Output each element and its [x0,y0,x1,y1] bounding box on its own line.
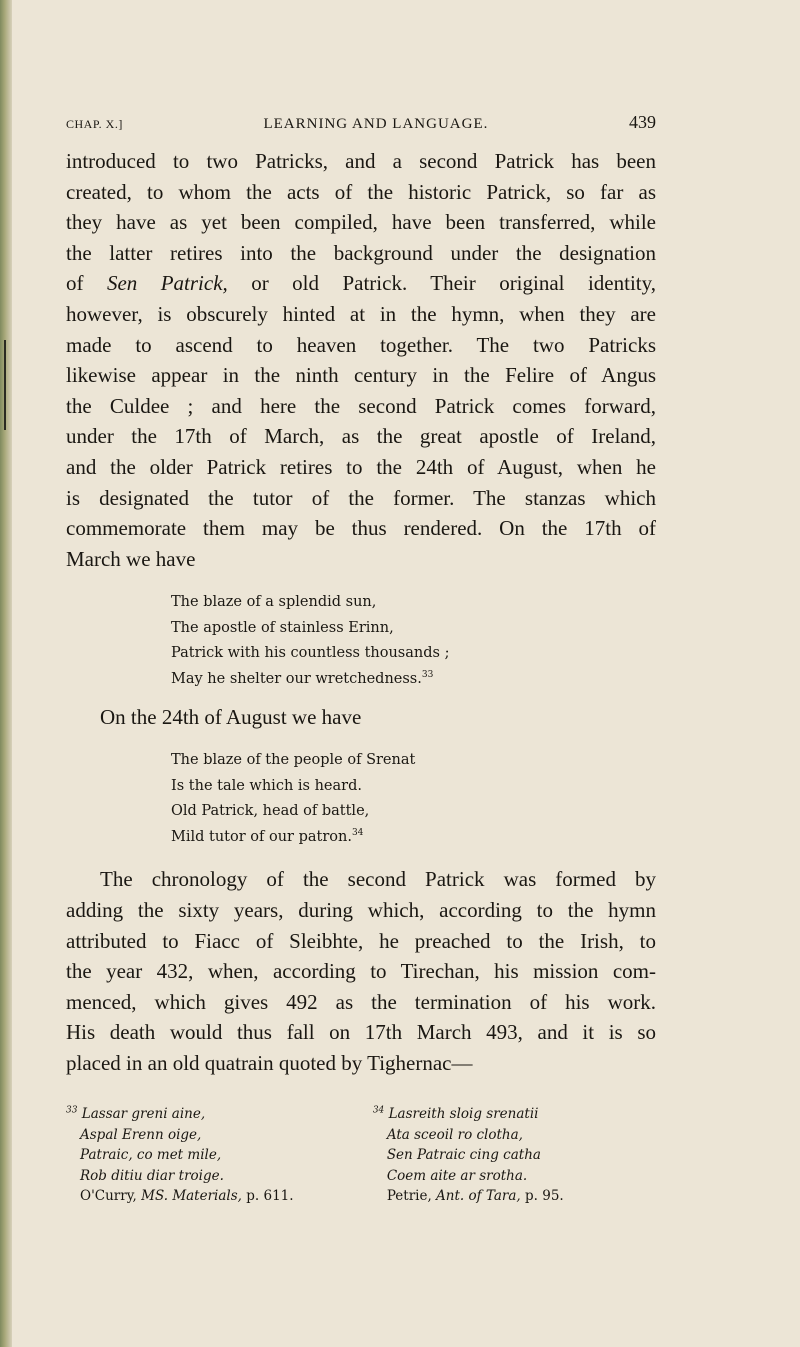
resume-line: On the 24th of August we have [100,705,362,730]
running-head [66,112,656,138]
text-line: likewise appear in the ninth century in the Felire of Angus [66,363,656,388]
verse-line: The blaze of a splendid sun, [171,594,377,611]
footnote-line: Patraic, co met mile, [80,1147,222,1164]
text-line: March we have [66,546,196,571]
text-line: created, to whom the acts of the historic Patrick, so far as [66,179,656,204]
verse-line: Mild tutor of our patron.$^{34}$ [171,827,364,845]
gutter-mark [4,340,6,430]
text-line: attributed to Fiacc of Sleibhte, he preached to the Irish, to [66,928,656,953]
verse-line: Is the tale which is heard. [171,777,362,794]
footnotes [66,1104,656,1207]
footnote-source: O'Curry, MS. Materials, p. 611. [80,1188,294,1205]
verse-august-24 [171,748,656,850]
text-line: and the older Patrick retires to the 24th of August, when he [66,454,656,479]
verse-line: Old Patrick, head of battle, [171,803,370,820]
footnote-line: $^{34}$ Lasreith sloig srenatii [372,1105,539,1123]
footnote-line: Coem aite ar srotha. [386,1167,528,1184]
chapter-label: CHAP. X.] [66,117,123,131]
text-line: the Culdee ; and here the second Patrick comes forward, [66,393,656,418]
verse-line: The apostle of stainless Erinn, [171,619,394,636]
running-title: LEARNING AND LANGUAGE. [263,116,489,132]
text-line: the year 432, when, according to Tirechan, his mission com- [66,959,656,984]
paragraph-2 [66,864,656,1078]
page-number: 439 [629,112,656,132]
verse-line: May he shelter our wretchedness.$^{33}$ [171,669,434,687]
footnote-line: Sen Patraic cing catha [386,1147,541,1164]
paragraph-1 [66,146,656,574]
footnote-33 [66,1104,349,1207]
footnote-ref: 33 [421,669,434,680]
footnote-34 [373,1104,656,1207]
footnote-source: Petrie, Ant. of Tara, p. 95. [386,1188,564,1205]
text-line: commemorate them may be thus rendered. On the 17th of [66,516,656,541]
footnote-line: Ata sceoil ro clotha, [386,1126,523,1143]
book-gutter [0,0,12,1347]
footnote-line: Rob ditiu diar troige. [80,1167,224,1184]
footnote-line: $^{33}$ Lassar greni aine, [66,1105,206,1123]
footnote-ref: 34 [351,827,364,838]
text-line: under the 17th of March, as the great apostle of Ireland, [66,424,656,449]
text-line: they have as yet been compiled, have been transferred, while [66,210,656,235]
text-line: the latter retires into the background under the designation [66,240,656,265]
text-line: is designated the tutor of the former. The stanzas which [66,485,656,510]
text-line: menced, which gives 492 as the termination of his work. [66,989,656,1014]
sen-patrick-term: Sen Patrick, [106,271,228,296]
text-line: adding the sixty years, during which, according to the hymn [66,897,656,922]
text-line: of Sen Patrick, or old Patrick. Their original identity, [66,271,656,296]
book-page [66,112,656,1207]
text-line: The chronology of the second Patrick was formed by [100,867,656,892]
verse-line: Patrick with his countless thousands ; [171,645,450,662]
text-line: however, is obscurely hinted at in the hymn, when they are [66,301,656,326]
verse-line: The blaze of the people of Srenat [171,752,416,769]
text-line: His death would thus fall on 17th March 493, and it is so [66,1020,656,1045]
verse-march-17 [171,590,656,692]
text-line: placed in an old quatrain quoted by Tighernac— [66,1050,473,1075]
text-line: introduced to two Patricks, and a second Patrick has been [66,149,656,173]
text-line: made to ascend to heaven together. The two Patricks [66,332,656,357]
footnote-line: Aspal Erenn oige, [80,1126,202,1143]
